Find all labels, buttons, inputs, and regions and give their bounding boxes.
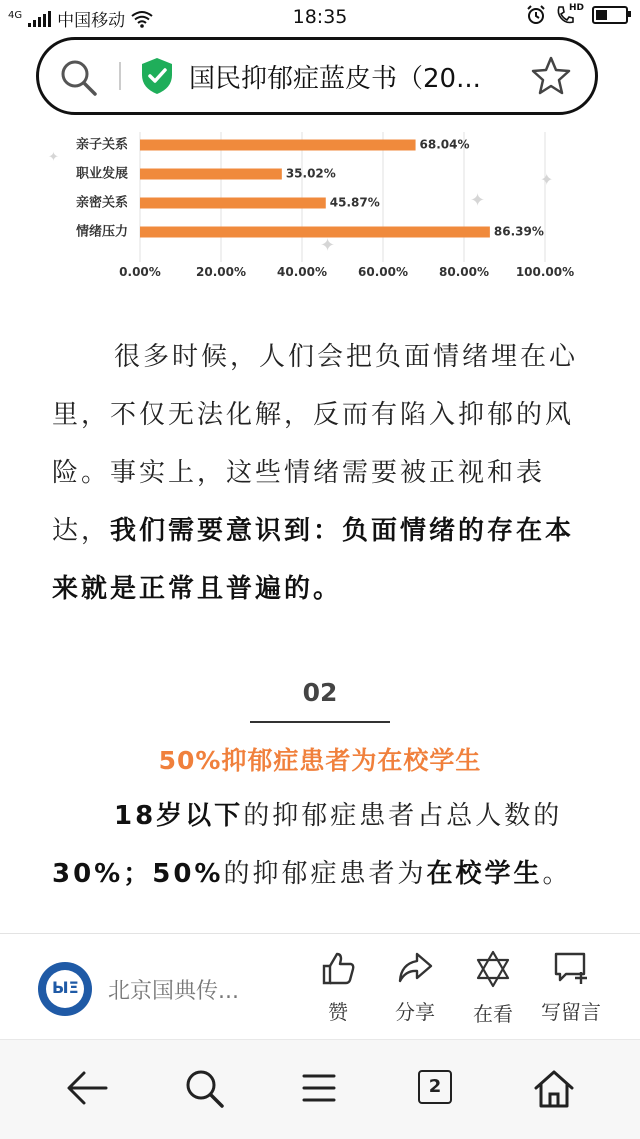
like-button[interactable] [303, 950, 373, 1025]
view-button[interactable] [458, 950, 528, 1027]
address-separator [119, 62, 121, 90]
category-label: 亲子关系 [75, 137, 128, 153]
bar [140, 140, 416, 151]
category-label: 职业发展 [75, 166, 128, 182]
para2-bold-1: 18岁以下 [114, 801, 244, 831]
para2-bold-2: 30%；50% [52, 859, 224, 889]
data-label: 45.87% [329, 195, 380, 210]
page-title[interactable]: 国民抑郁症蓝皮书（20... [189, 64, 481, 94]
paragraph-2 [52, 787, 592, 903]
data-label: 68.04% [419, 137, 470, 152]
bookmark-star-icon[interactable] [529, 54, 573, 98]
alarm-icon [526, 5, 546, 25]
account-name[interactable]: 北京国典传... [108, 979, 239, 1004]
hd-label: HD [569, 3, 585, 13]
section-number: 02 [302, 678, 338, 707]
thumbs-up-icon [320, 950, 356, 986]
menu-icon[interactable] [302, 1072, 336, 1104]
tab-count: 2 [428, 1076, 442, 1097]
chart-canvas [0, 120, 640, 280]
bar [140, 198, 326, 209]
like-label: 赞 [328, 1000, 348, 1024]
para2-text-3: 。 [542, 859, 572, 889]
clock: 18:35 [292, 6, 348, 28]
x-tick-label: 20.00% [196, 264, 246, 279]
browser-nav-bar [0, 1039, 640, 1139]
search-icon[interactable] [59, 58, 99, 98]
paragraph-1 [52, 328, 592, 618]
x-tick-label: 0.00% [119, 264, 161, 279]
x-tick-label: 80.00% [439, 264, 489, 279]
bar-chart [0, 120, 640, 280]
bar [140, 227, 490, 238]
share-icon [397, 950, 433, 986]
shield-check-icon[interactable] [139, 56, 175, 96]
bar [140, 169, 282, 180]
comment-add-icon [552, 950, 590, 986]
para2-text-2: 的抑郁症患者为 [223, 859, 427, 889]
para2-text-1: 的抑郁症患者占总人数的 [243, 801, 563, 831]
x-tick-label: 60.00% [358, 264, 408, 279]
account-avatar[interactable]: ЫΞ [38, 962, 92, 1016]
battery-icon [592, 6, 628, 24]
status-bar [0, 0, 640, 34]
paragraph-1-text: 很多时候，人们会把负面情绪埋在心里，不仅无法化解，反而有陷入抑郁的风险。事实上，这些情绪需要被正视和表达， [52, 342, 579, 546]
watermark: ✦ [320, 235, 336, 256]
share-button[interactable] [380, 950, 450, 1025]
watermark: ✦ [540, 170, 554, 189]
data-label: 86.39% [493, 224, 544, 239]
section-divider [250, 721, 390, 723]
comment-label: 写留言 [541, 1000, 601, 1024]
tabs-button[interactable] [418, 1070, 452, 1104]
comment-button[interactable] [536, 950, 606, 1025]
carrier-name: 中国移动 [57, 11, 126, 31]
paragraph-1-bold: 我们需要意识到：负面情绪的存在本来就是正常且普遍的。 [52, 516, 575, 604]
back-arrow-icon[interactable] [64, 1068, 110, 1108]
para2-bold-3: 在校学生 [426, 859, 543, 889]
section-title: 50%抑郁症患者为在校学生 [158, 746, 482, 775]
x-tick-label: 100.00% [515, 264, 575, 279]
search-icon[interactable] [184, 1068, 226, 1110]
home-icon[interactable] [532, 1068, 576, 1110]
volte-icon [556, 3, 585, 25]
share-label: 分享 [395, 1000, 435, 1024]
article-action-bar [0, 933, 640, 1040]
network-type: 4G [8, 9, 23, 21]
x-tick-label: 40.00% [277, 264, 327, 279]
data-label: 35.02% [285, 166, 336, 181]
address-bar[interactable] [36, 37, 598, 115]
star-of-david-icon [474, 950, 512, 988]
category-label: 情绪压力 [75, 224, 128, 240]
watermark: ✦ [48, 150, 59, 165]
view-label: 在看 [473, 1002, 513, 1026]
category-label: 亲密关系 [75, 195, 128, 211]
watermark: ✦ [470, 190, 486, 211]
status-right [526, 5, 628, 25]
